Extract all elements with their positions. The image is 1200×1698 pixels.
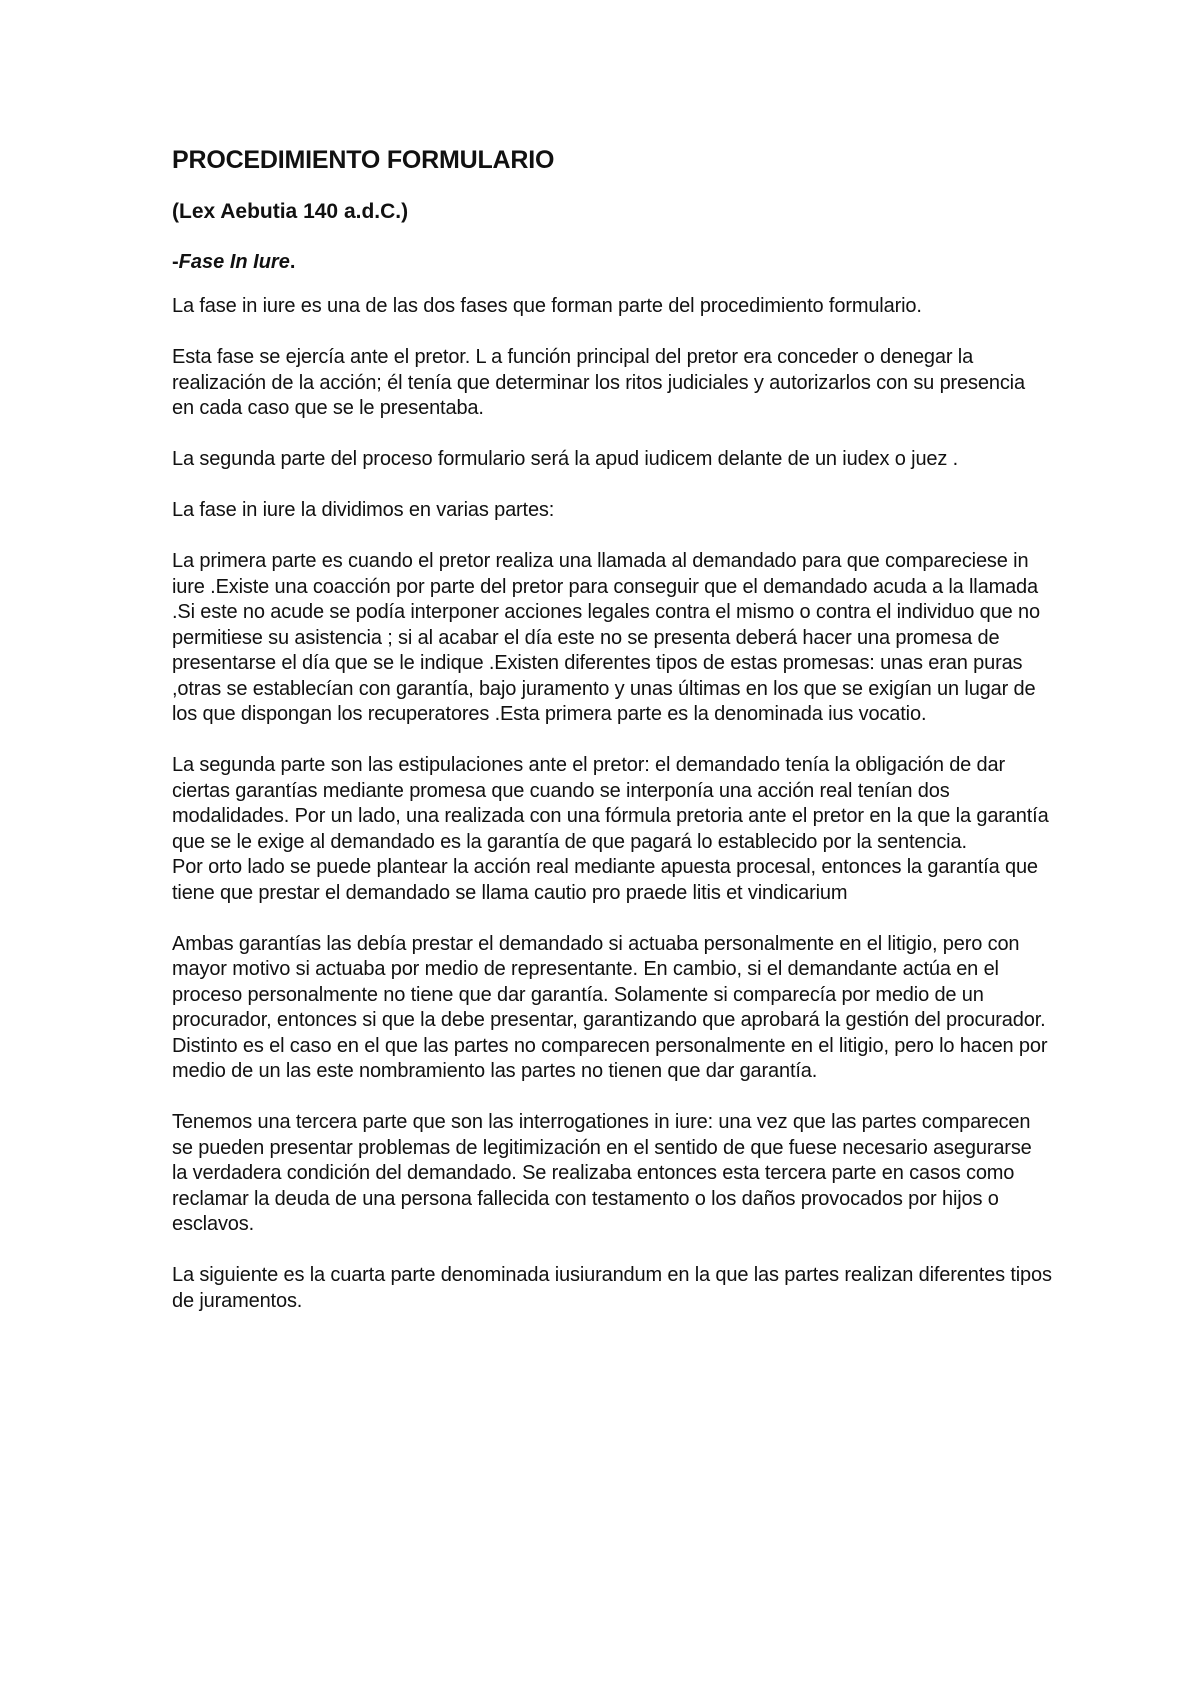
paragraph: Distinto es el caso en el que las partes no comparecen personalmente en el litigio, pero lo hacen por medio de un las este nombramiento las partes no tienen que dar garantía. (172, 1034, 1048, 1082)
paragraph: Por orto lado se puede plantear la acción real mediante apuesta procesal, entonces la garantía que tiene que prestar el demandado se llama cautio pro praede litis et vindicarium (172, 856, 1038, 904)
paragraph: La fase in iure la dividimos en varias partes: (172, 499, 555, 521)
paragraph: La segunda parte del proceso formulario será la apud iudicem delante de un iudex o juez . (172, 448, 959, 470)
paragraph: Ambas garantías las debía prestar el demandado si actuaba personalmente en el litigio, pero con mayor motivo si actuaba por medio de representante. En cambio, si el demandante actúa en el proceso personalmente no tiene que dar garantía. Solamente si comparecía por medio de un procurador, entonces si que la debe presentar, garantizando que aprobará la gestión del procurador. (172, 932, 1046, 1031)
paragraph: La siguiente es la cuarta parte denominada iusiurandum en la que las partes realizan diferentes tipos de juramentos. (172, 1264, 1052, 1312)
section-heading-text: Fase In Iure (178, 251, 290, 273)
paragraph: La fase in iure es una de las dos fases que forman parte del procedimiento formulario. (172, 295, 922, 317)
paragraph: Esta fase se ejercía ante el pretor. L a función principal del pretor era conceder o denegar la realización de la acción; él tenía que determinar los ritos judiciales y autorizarlos con su presencia en cada caso que se le presentaba. (172, 346, 1025, 419)
document-subtitle: (Lex Aebutia 140 a.d.C.) (172, 200, 409, 223)
paragraph: Tenemos una tercera parte que son las interrogationes in iure: una vez que las partes comparecen se pueden presentar problemas de legitimización en el sentido de que fuese necesario asegurarse la verdadera condición del demandado. Se realizaba entonces esta tercera parte en casos como reclamar la deuda de una persona fallecida con testamento o los daños provocados por hijos o esclavos. (172, 1111, 1032, 1235)
paragraph: La segunda parte son las estipulaciones ante el pretor: el demandado tenía la obligación de dar ciertas garantías mediante promesa que cuando se interponía una acción real tenían dos modalidades. Por un lado, una realizada con una fórmula pretoria ante el pretor en la que la garantía que se le exige al demandado es la garantía de que pagará lo establecido por la sentencia. (172, 754, 1049, 853)
document-title: PROCEDIMIENTO FORMULARIO (172, 146, 555, 174)
section-heading-suffix: . (289, 251, 296, 273)
section-heading (172, 242, 1052, 282)
document-body (172, 294, 1052, 1314)
document-content (172, 140, 1052, 1314)
section-heading-prefix: - (172, 251, 179, 273)
paragraph: La primera parte es cuando el pretor realiza una llamada al demandado para que compareciese in iure .Existe una coacción por parte del pretor para conseguir que el demandado acuda a la llamada .Si este no acude se podía interponer acciones legales contra el mismo o contra el individuo que no permitiese su asistencia ; si al acabar el día este no se presenta deberá hacer una promesa de presentarse el día que se le indique .Existen diferentes tipos de estas promesas: unas eran puras ,otras se establecían con garantía, bajo juramento y unas últimas en los que se exigían un lugar de los que dispongan los recuperatores .Esta primera parte es la denominada ius vocatio. (172, 550, 1040, 725)
